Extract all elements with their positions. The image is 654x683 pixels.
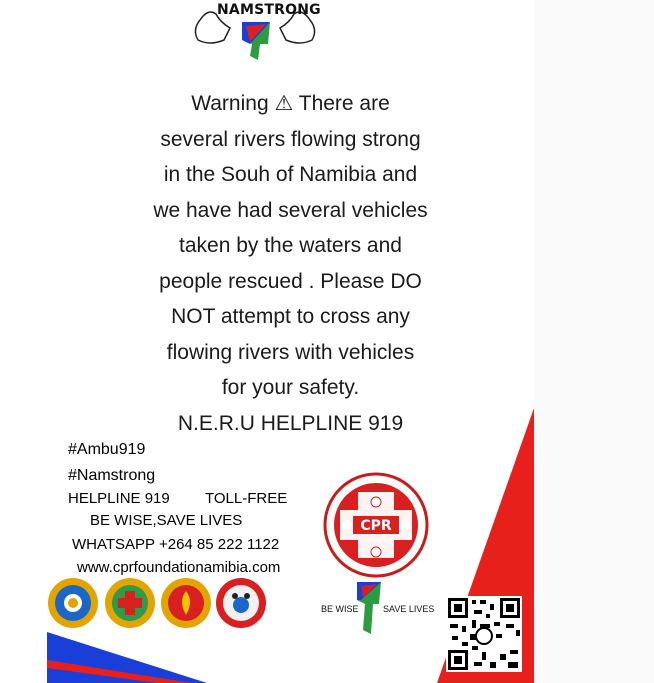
whatsapp-icon [476, 628, 492, 644]
emblem-bottom-icon [371, 547, 381, 557]
badge-fire-rescue [160, 577, 212, 629]
qr-code[interactable] [446, 596, 522, 672]
footer-be-wise: BE WISE [321, 604, 359, 614]
emblem-subtitle: FOUNDATION [359, 538, 393, 544]
badge-medical-aid [104, 577, 156, 629]
website-link[interactable]: www.cprfoundationamibia.com [77, 559, 281, 576]
footer-save-lives: SAVE LIVES [383, 604, 435, 614]
emblem-title: CPR [360, 518, 392, 534]
emblem-left-icon [342, 520, 352, 530]
namibia-map-small-icon [355, 580, 383, 636]
warning-line-4: we have had several vehicles [153, 198, 428, 222]
tollfree-text: TOLL-FREE [205, 490, 288, 507]
warning-line-8: flowing rivers with vehicles [166, 340, 415, 364]
whatsapp-text: WHATSAPP +264 85 222 1122 [72, 536, 280, 553]
emblem-right-icon [400, 520, 410, 530]
warning-line-3: in the Souh of Namibia and [163, 163, 418, 186]
emblem-top-icon [371, 497, 381, 507]
logo-text: NAMSTRONG [217, 2, 321, 18]
warning-line-5: taken by the waters and [179, 234, 402, 257]
hashtag-ambu919: #Ambu919 [68, 441, 146, 458]
helpline-text: HELPLINE 919 [68, 490, 170, 507]
warning-line-1: Warning ⚠ There are [191, 92, 390, 115]
badge-namibia-ambulance [47, 577, 99, 629]
warning-line-9: for your safety. [221, 376, 360, 399]
page-margin-right [534, 0, 654, 683]
motto-text: BE WISE,SAVE LIVES [90, 512, 243, 529]
cpr-foundation-emblem [323, 472, 429, 578]
warning-line-7: NOT attempt to cross any [171, 305, 410, 328]
hashtag-namstrong: #Namstrong [68, 467, 156, 484]
warning-message [47, 86, 534, 441]
warning-line-6: people rescued . Please DO [159, 269, 422, 293]
warning-line-10: N.E.R.U HELPLINE 919 [177, 411, 404, 435]
warning-line-2: several rivers flowing strong [160, 127, 421, 151]
badge-wildlife-rescue [215, 577, 267, 629]
